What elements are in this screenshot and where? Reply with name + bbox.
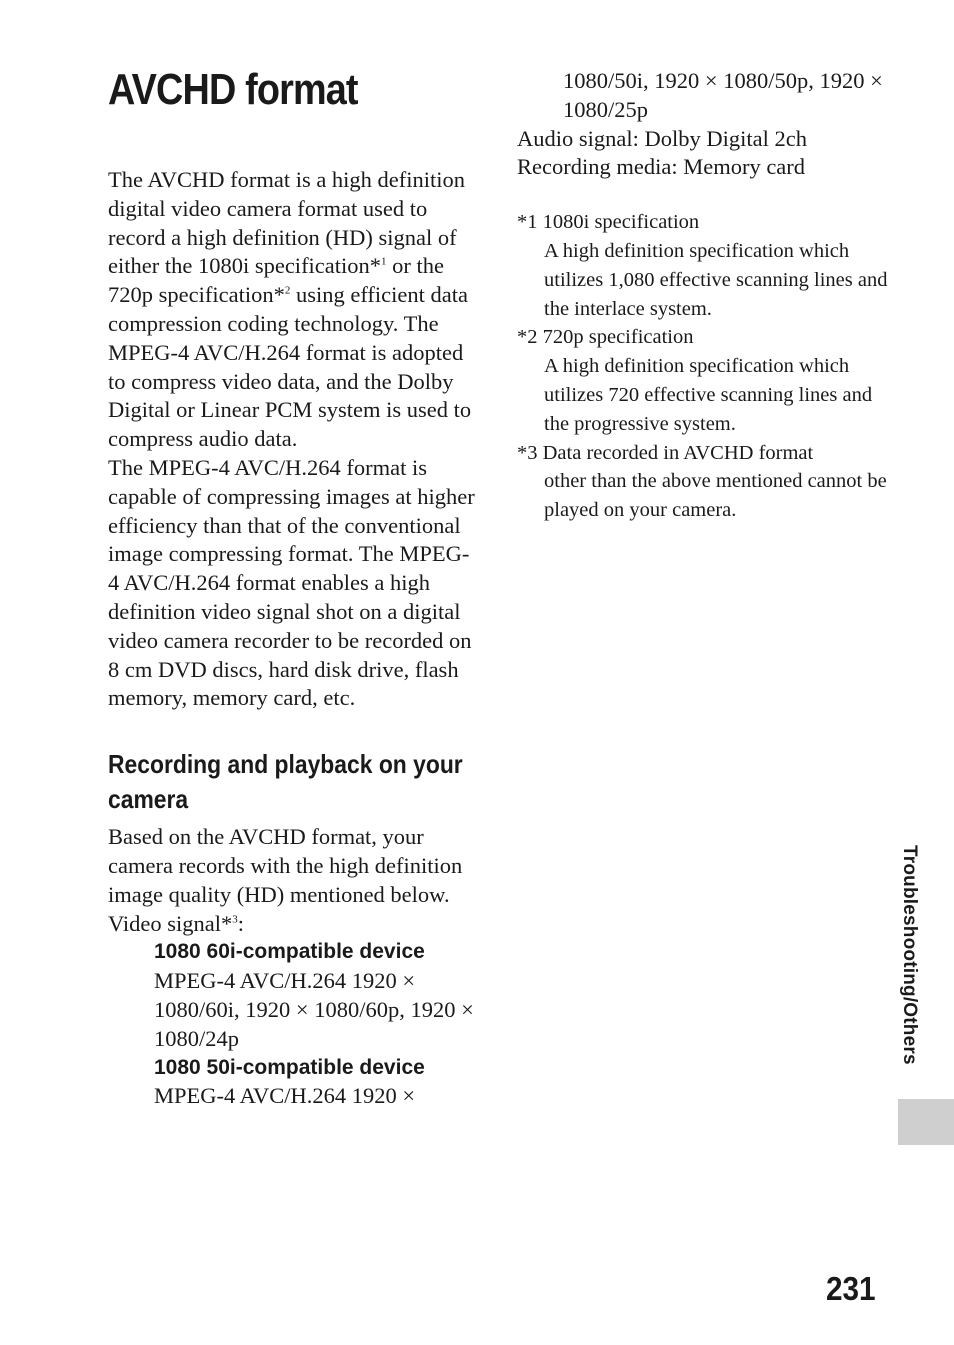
video-signal-colon: : xyxy=(237,910,245,936)
footnote-ref-3: 3 xyxy=(232,913,238,926)
footnotes xyxy=(517,208,897,525)
footnote-2-body: A high definition specification which utilizes 720 effective scanning lines and the progressive system. xyxy=(544,355,873,435)
section-heading: Recording and playback on your camera xyxy=(108,749,463,815)
footnote-3-body: other than the above mentioned cannot be played on your camera. xyxy=(544,470,887,522)
left-column xyxy=(108,166,478,1111)
side-tab-marker xyxy=(898,1099,954,1145)
intro-text-c: using efficient data compression coding technology. The MPEG-4 AVC/H.264 format is adopted to compress video data, and the Dolby Digital or Linear PCM system is used to compress audio data. xyxy=(108,282,472,452)
footnote-2-heading: *2 720p specification xyxy=(517,326,694,349)
video-signal-label: Video signal* xyxy=(108,910,233,936)
recording-media: Recording media: Memory card xyxy=(517,154,806,180)
footnote-1-heading: *1 1080i specification xyxy=(517,211,700,234)
section-heading-wrap xyxy=(108,747,478,817)
device-1-heading: 1080 60i-compatible device xyxy=(154,940,425,964)
page-title: AVCHD format xyxy=(108,65,358,114)
footnote-ref-2: 2 xyxy=(284,284,291,297)
device-2-spec-b: 1080/50i, 1920 × 1080/50p, 1920 × 1080/25p xyxy=(563,68,883,122)
intro-paragraph-1 xyxy=(108,166,478,454)
intro-paragraph-2: The MPEG-4 AVC/H.264 format is capable of compressing images at higher efficiency than that of the conventional image compressing format. The MPEG-4 AVC/H.264 format enables a high definition video signal shot on a digital video camera recorder to be recorded on 8 cm DVD discs, hard disk drive, flash memory, memory card, etc. xyxy=(108,454,475,711)
video-signal-line xyxy=(108,910,478,939)
section-body: Based on the AVCHD format, your camera records with the high definition image quality (HD) mentioned below. xyxy=(108,824,463,907)
page-number: 231 xyxy=(826,1270,876,1307)
right-column xyxy=(517,67,897,525)
footnote-1-body: A high definition specification which utilizes 1,080 effective scanning lines and the interlace system. xyxy=(544,239,888,320)
audio-signal: Audio signal: Dolby Digital 2ch xyxy=(517,125,807,151)
device-1-spec: MPEG-4 AVC/H.264 1920 × 1080/60i, 1920 × 1080/60p, 1920 × 1080/24p xyxy=(154,968,474,1051)
intro-text-b: or the 720p specification* xyxy=(108,253,445,308)
intro-text-a: The AVCHD format is a high definition digital video camera format used to record a high definition (HD) signal of either the 1080i specification* xyxy=(108,167,466,279)
device-2-spec-a: MPEG-4 AVC/H.264 1920 × xyxy=(154,1083,416,1109)
footnote-3-heading: *3 Data recorded in AVCHD format xyxy=(517,441,814,464)
device-list xyxy=(108,938,478,1111)
side-tab-label: Troubleshooting/Others xyxy=(899,845,920,1065)
footnote-ref-1: 1 xyxy=(381,255,387,268)
device-2-heading: 1080 50i-compatible device xyxy=(154,1055,425,1079)
